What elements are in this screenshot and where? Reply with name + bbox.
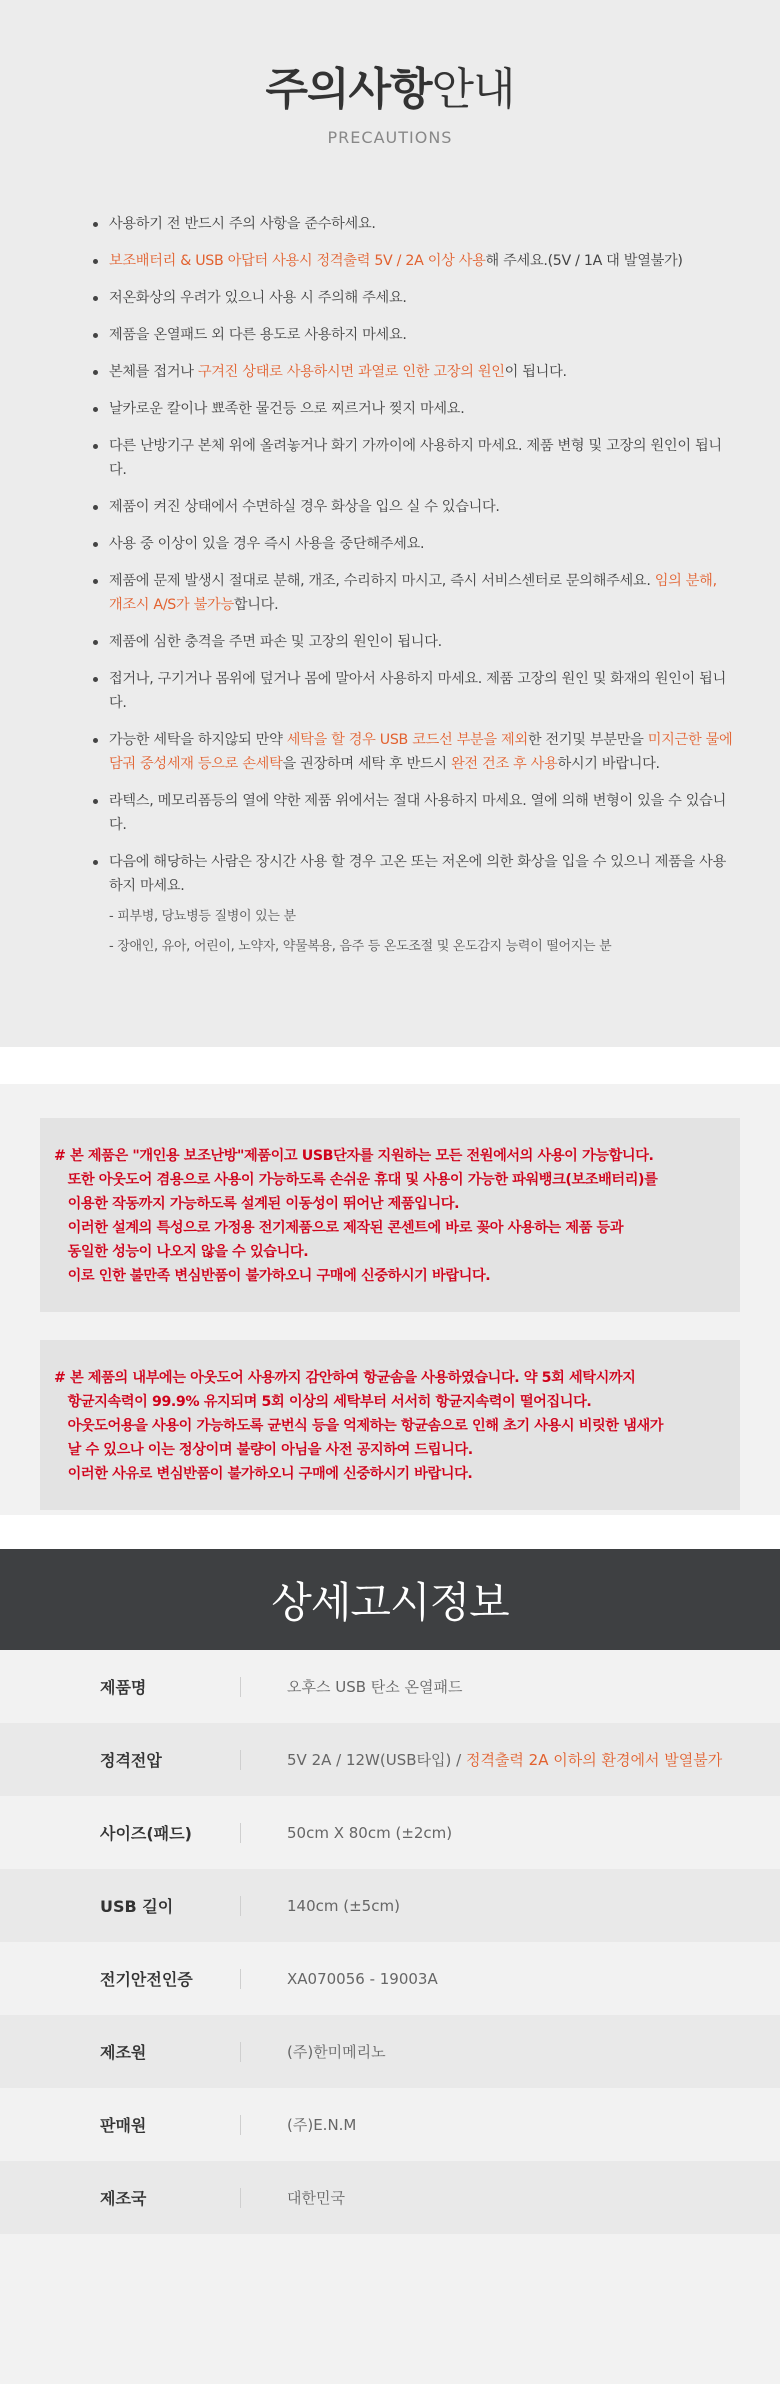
notice-line: 이로 인한 불만족 변심반품이 불가하오니 구매에 신중하시기 바랍니다. [54, 1268, 491, 1284]
precaution-text: 다른 난방기구 본체 위에 올려놓거나 화기 가까이에 사용하지 마세요. 제품 변형 및 고장의 원인이 됩니다. [109, 438, 722, 478]
spec-key: 제조원 [0, 2015, 241, 2088]
precaution-item [93, 249, 733, 273]
precaution-item [93, 667, 733, 715]
precaution-text: 하시기 바랍니다. [557, 756, 660, 772]
spec-row [0, 1796, 780, 1869]
precaution-text: 저온화상의 우려가 있으니 사용 시 주의해 주세요. [109, 290, 407, 306]
spec-row [0, 2088, 780, 2161]
precaution-text: 제품이 켜진 상태에서 수면하실 경우 화상을 입으 실 수 있습니다. [109, 499, 500, 515]
spec-row [0, 1869, 780, 1942]
divider-gap [0, 1515, 780, 1549]
precaution-item [93, 850, 733, 958]
notice-line: 날 수 있으나 이는 정상이며 불량이 아님을 사전 공지하여 드립니다. [54, 1442, 473, 1458]
spec-row [0, 2161, 780, 2234]
highlight-text: 보조배터리 & USB 아답터 사용시 정격출력 5V / 2A 이상 사용 [109, 253, 486, 269]
spec-value [241, 2161, 780, 2234]
spec-value-text: XA070056 - 19003A [287, 1969, 438, 1988]
precaution-subitem: - 장애인, 유아, 어린이, 노약자, 약물복용, 음주 등 온도조절 및 온도감지 능력이 떨어지는 분 [109, 939, 612, 954]
spec-value [241, 1650, 780, 1723]
precaution-text: 라텍스, 메모리폼등의 열에 약한 제품 위에서는 절대 사용하지 마세요. 열에 의해 변형이 있을 수 있습니다. [109, 793, 726, 833]
spec-key: 정격전압 [0, 1723, 241, 1796]
spec-row [0, 1942, 780, 2015]
notice-box [40, 1340, 740, 1510]
spec-value [241, 1723, 780, 1796]
spec-key: 판매원 [0, 2088, 241, 2161]
spec-value-text: 대한민국 [287, 2189, 345, 2207]
precautions-title-wrap [0, 0, 780, 118]
spec-value [241, 1796, 780, 1869]
divider-gap [0, 1047, 780, 1084]
precaution-item [93, 569, 733, 617]
precaution-text: 사용하기 전 반드시 주의 사항을 준수하세요. [109, 216, 376, 232]
precaution-text: 이 됩니다. [504, 364, 567, 380]
spec-value [241, 2088, 780, 2161]
spec-value-text: (주)한미메리노 [287, 2043, 386, 2061]
highlight-text: 구겨진 상태로 사용하시면 과열로 인한 고장의 원인 [197, 364, 505, 380]
spec-key: USB 길이 [0, 1869, 241, 1942]
spec-value-text: 5V 2A / 12W(USB타입) / [287, 1751, 466, 1769]
highlight-text: 세탁을 할 경우 USB 코드선 부분을 제외 [286, 732, 528, 748]
page-subtitle: PRECAUTIONS [327, 128, 453, 147]
precaution-text: 날카로운 칼이나 뾰족한 물건등 으로 찌르거나 찢지 마세요. [109, 401, 465, 417]
title-bold: 주의사항 [265, 64, 432, 115]
notice-line: 항균지속력이 99.9% 유지되며 5회 이상의 세탁부터 서서히 항균지속력이 떨어집니다. [54, 1394, 592, 1410]
precaution-text: 합니다. [233, 597, 279, 613]
notice-line: 동일한 성능이 나오지 않을 수 있습니다. [54, 1244, 309, 1260]
spec-header [0, 1549, 780, 1650]
spec-row [0, 2015, 780, 2088]
spec-key: 사이즈(패드) [0, 1796, 241, 1869]
precaution-text: 제품에 심한 충격을 주면 파손 및 고장의 원인이 됩니다. [109, 634, 442, 650]
precaution-text: 본체를 접거나 [109, 364, 198, 380]
footer-space [0, 2234, 780, 2384]
page-title [0, 62, 780, 118]
spec-table [0, 1650, 780, 2234]
spec-row [0, 1650, 780, 1723]
precaution-item [93, 434, 733, 482]
spec-value [241, 1869, 780, 1942]
precaution-text: 제품에 문제 발생시 절대로 분해, 개조, 수리하지 마시고, 즉시 서비스센터로 문의해주세요. [109, 573, 655, 589]
spec-value-text: 140cm (±5cm) [287, 1896, 400, 1915]
spec-value [241, 2015, 780, 2088]
precaution-text: 을 권장하며 세탁 후 반드시 [282, 756, 452, 772]
precaution-item [93, 728, 733, 776]
spec-row [0, 1723, 780, 1796]
spec-key: 제품명 [0, 1650, 241, 1723]
precaution-text: 가능한 세탁을 하지않되 만약 [109, 732, 287, 748]
precaution-subitem: - 피부병, 당뇨병등 질병이 있는 분 [109, 909, 296, 924]
precaution-item [93, 532, 733, 556]
precaution-item [93, 495, 733, 519]
notice-section [0, 1084, 780, 1515]
precaution-item [93, 286, 733, 310]
precautions-section [0, 0, 780, 1047]
notice-box [40, 1118, 740, 1312]
precaution-text: 한 전기및 부분만을 [527, 732, 648, 748]
spec-value-text: (주)E.N.M [287, 2116, 357, 2134]
precaution-item [93, 397, 733, 421]
precaution-item [93, 212, 733, 236]
spec-value-text: 오후스 USB 탄소 온열패드 [287, 1678, 463, 1696]
precaution-item [93, 630, 733, 654]
spec-value-highlight: 정격출력 2A 이하의 환경에서 발열불가 [465, 1751, 723, 1769]
spec-value [241, 1942, 780, 2015]
spec-value-text: 50cm X 80cm (±2cm) [287, 1823, 453, 1842]
notice-line: 이용한 작동까지 가능하도록 설계된 이동성이 뛰어난 제품입니다. [54, 1196, 460, 1212]
highlight-text: 미지근한 물에 담궈 중성세재 등으로 손세탁 [109, 732, 733, 772]
notice-line: 이러한 사유로 변심반품이 불가하오니 구매에 신중하시기 바랍니다. [54, 1466, 473, 1482]
spec-key: 전기안전인증 [0, 1942, 241, 2015]
precaution-text: 해 주세요.(5V / 1A 대 발열불가) [485, 253, 683, 269]
precaution-item [93, 323, 733, 347]
precaution-text: 사용 중 이상이 있을 경우 즉시 사용을 중단해주세요. [109, 536, 425, 552]
highlight-text: 임의 분해, 개조시 A/S가 불가능 [109, 573, 717, 613]
precaution-text: 접거나, 구기거나 몸위에 덮거나 몸에 말아서 사용하지 마세요. 제품 고장의 원인 및 화재의 원인이 됩니다. [109, 671, 726, 711]
notice-line: 이러한 설계의 특성으로 가정용 전기제품으로 제작된 콘센트에 바로 꽂아 사용하는 제품 등과 [54, 1220, 624, 1236]
highlight-text: 완전 건조 후 사용 [451, 756, 558, 772]
spec-key: 제조국 [0, 2161, 241, 2234]
notice-line: # 본 제품의 내부에는 아웃도어 사용까지 감안하여 항균솜을 사용하였습니다. 약 5회 세탁시까지 [54, 1370, 636, 1386]
spec-title: 상세고시정보 [271, 1577, 509, 1627]
precaution-text: 제품을 온열패드 외 다른 용도로 사용하지 마세요. [109, 327, 407, 343]
notice-line: 또한 아웃도어 겸용으로 사용이 가능하도록 손쉬운 휴대 및 사용이 가능한 파워뱅크(보조배터리)를 [54, 1172, 658, 1188]
notice-line: # 본 제품은 "개인용 보조난방"제품이고 USB단자를 지원하는 모든 전원에서의 사용이 가능합니다. [54, 1148, 654, 1164]
precaution-item [93, 360, 733, 384]
precaution-text: 다음에 해당하는 사람은 장시간 사용 할 경우 고온 또는 저온에 의한 화상을 입을 수 있으니 제품을 사용하지 마세요. [109, 854, 726, 894]
precaution-item [93, 789, 733, 837]
notice-line: 아웃도어용을 사용이 가능하도록 균번식 등을 억제하는 항균솜으로 인해 초기 사용시 비릿한 냄새가 [54, 1418, 664, 1434]
title-light: 안내 [431, 64, 515, 115]
precautions-list [0, 212, 733, 971]
